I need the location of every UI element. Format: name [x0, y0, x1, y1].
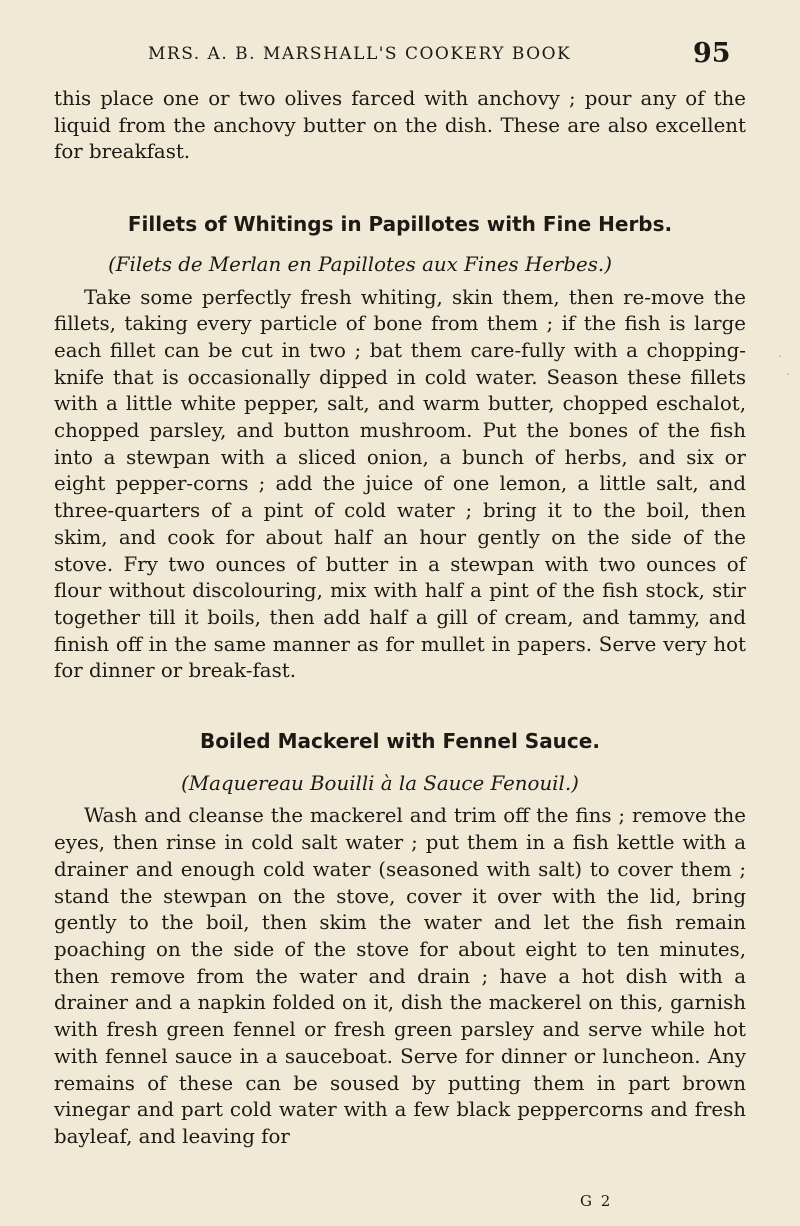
intro-paragraph: this place one or two olives farced with anchovy ; pour any of the liquid from the anchovy butter on the dish. These are also excellent for breakfast. — [54, 87, 746, 164]
paper-speck: · — [786, 368, 790, 381]
running-head: MRS. A. B. MARSHALL'S COOKERY BOOK — [148, 44, 572, 64]
page-body — [54, 86, 746, 1151]
recipe-french-title-mackerel: (Maquereau Bouilli à la Sauce Fenouil.) — [181, 771, 579, 795]
paper-speck: · — [778, 350, 782, 363]
recipe-body-whiting: Take some perfectly fresh whiting, skin them, then re-move the fillets, taking every particle of bone from them ; if the fish is large each fillet can be cut in two ; bat them care-fully with a chopping-knife that is occasionally dipped in cold water. Season these fillets with a little white pepper, salt, and warm butter, chopped eschalot, chopped parsley, and button mushroom. Put the bones of the fish into a stewpan with a sliced onion, a bunch of herbs, and six or eight pepper-corns ; add the juice of one lemon, a little salt, and three-quarters of a pint of cold water ; bring it to the boil, then skim, and cook for about half an hour gently on the side of the stove. Fry two ounces of butter in a stewpan with two ounces of flour without discolouring, mix with half a pint of the fish stock, stir together till it boils, then add half a gill of cream, and tammy, and finish off in the same manner as for mullet in papers. Serve very hot for dinner or break-fast. — [54, 285, 746, 683]
recipe-title-whiting: Fillets of Whitings in Papillotes with Fine Herbs. — [127, 212, 673, 237]
page-number: 95 — [693, 38, 731, 69]
signature-mark: G 2 — [580, 1192, 613, 1210]
recipe-french-title-whiting: (Filets de Merlan en Papillotes aux Fines Herbes.) — [108, 252, 612, 276]
recipe-title-mackerel: Boiled Mackerel with Fennel Sauce. — [200, 729, 600, 754]
recipe-body-mackerel: Wash and cleanse the mackerel and trim off the fins ; remove the eyes, then rinse in cold salt water ; put them in a fish kettle with a drainer and enough cold water (seasoned with salt) to cover them ; stand the stewpan on the stove, cover it over with the lid, bring gently to the boil, then skim the water and let the fish remain poaching on the side of the stove for about eight to ten minutes, then remove from the water and drain ; have a hot dish with a drainer and a napkin folded on it, dish the mackerel on this, garnish with fresh green fennel or fresh green parsley and serve while hot with fennel sauce in a sauceboat. Serve for dinner or luncheon. Any remains of these can be soused by putting them in part brown vinegar and part cold water with a few black peppercorns and fresh bayleaf, and leaving for — [54, 804, 746, 1148]
